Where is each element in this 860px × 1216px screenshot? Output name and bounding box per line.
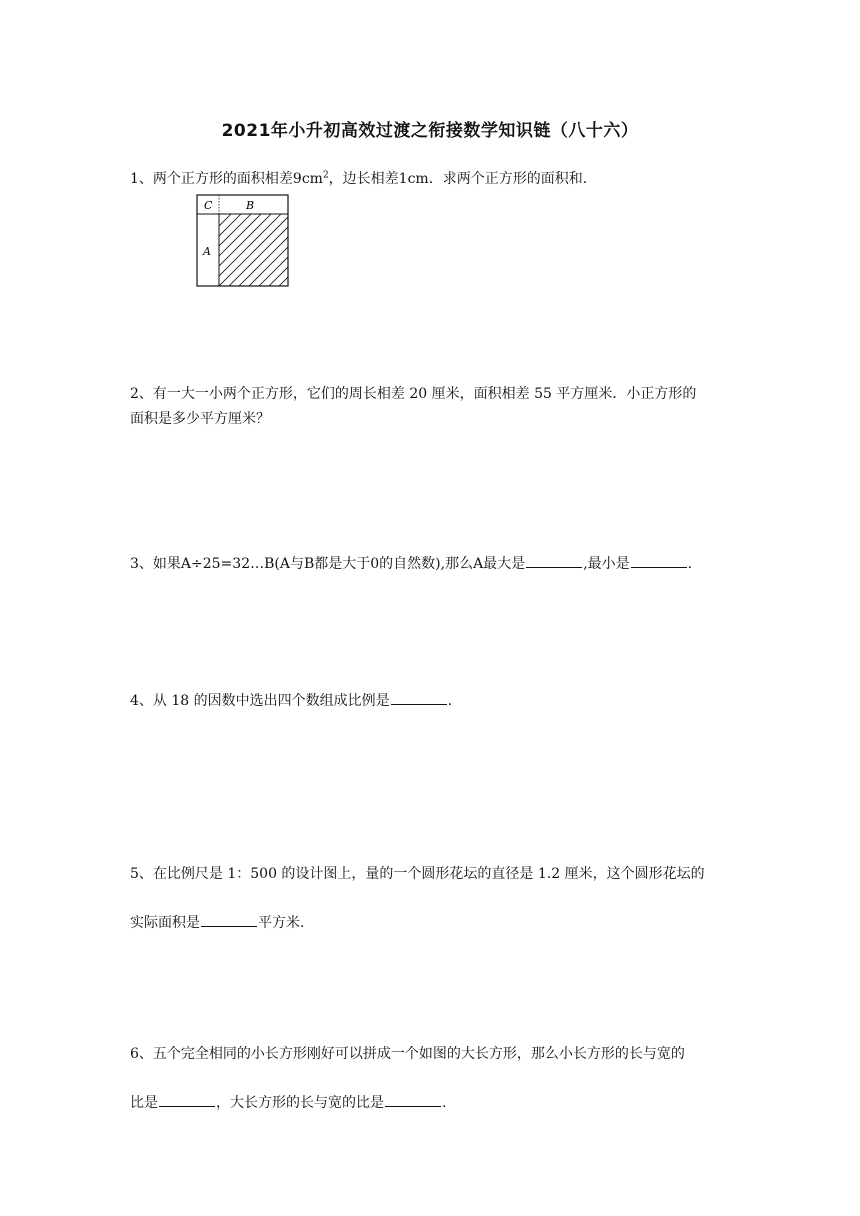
q6-answer-blank-large[interactable] — [385, 1092, 441, 1107]
label-a: A — [203, 245, 211, 258]
q1-text-a: 1、两个正方形的面积相差9cm — [130, 171, 323, 187]
question-5 — [130, 866, 734, 932]
q1-superscript: 2 — [322, 170, 329, 181]
question-2 — [130, 386, 734, 428]
question-6 — [130, 1046, 734, 1112]
q6-text-c: . — [442, 1094, 447, 1111]
q3-text-a: 3、如果A÷25=32…B(A与B都是大于0的自然数),那么A最大是 — [130, 556, 526, 572]
q6-text-b: ，大长方形的长与宽的比是 — [216, 1094, 384, 1111]
q4-text-a: 4、从 18 的因数中选出四个数组成比例是 — [130, 693, 390, 709]
q1-text-b: ，边长相差1cm．求两个正方形的面积和. — [328, 171, 588, 187]
q5-text-a: 实际面积是 — [130, 914, 200, 931]
q3-text-c: . — [687, 556, 693, 572]
q6-text-a: 比是 — [130, 1094, 158, 1111]
q1-square-figure — [196, 194, 292, 290]
q4-text-b: . — [447, 693, 453, 709]
q6-answer-blank-small[interactable] — [159, 1092, 215, 1107]
q6-line-1: 6、五个完全相同的小长方形刚好可以拼成一个如图的大长方形，那么小长方形的长与宽的 — [130, 1046, 685, 1062]
q4-answer-blank[interactable] — [391, 690, 447, 705]
q5-text-b: 平方米. — [258, 914, 305, 931]
q5-answer-blank[interactable] — [201, 912, 257, 927]
q3-text-b: ,最小是 — [583, 556, 630, 572]
label-b: B — [246, 199, 255, 212]
label-c: C — [204, 199, 213, 212]
q3-answer-blank-min[interactable] — [631, 553, 687, 568]
q5-line-1: 5、在比例尺是 1：500 的设计图上，量的一个圆形花坛的直径是 1.2 厘米，这个圆形花坛的 — [130, 866, 705, 882]
q3-answer-blank-max[interactable] — [526, 553, 582, 568]
page-title: 2021年小升初高效过渡之衔接数学知识链（八十六） — [221, 121, 639, 141]
question-1 — [130, 171, 734, 188]
q2-line-2: 面积是多少平方厘米？ — [130, 410, 270, 427]
question-3 — [130, 553, 734, 573]
q2-line-1: 2、有一大一小两个正方形，它们的周长相差 20 厘米，面积相差 55 平方厘米．小正方形的 — [130, 386, 697, 402]
question-4 — [130, 690, 734, 710]
